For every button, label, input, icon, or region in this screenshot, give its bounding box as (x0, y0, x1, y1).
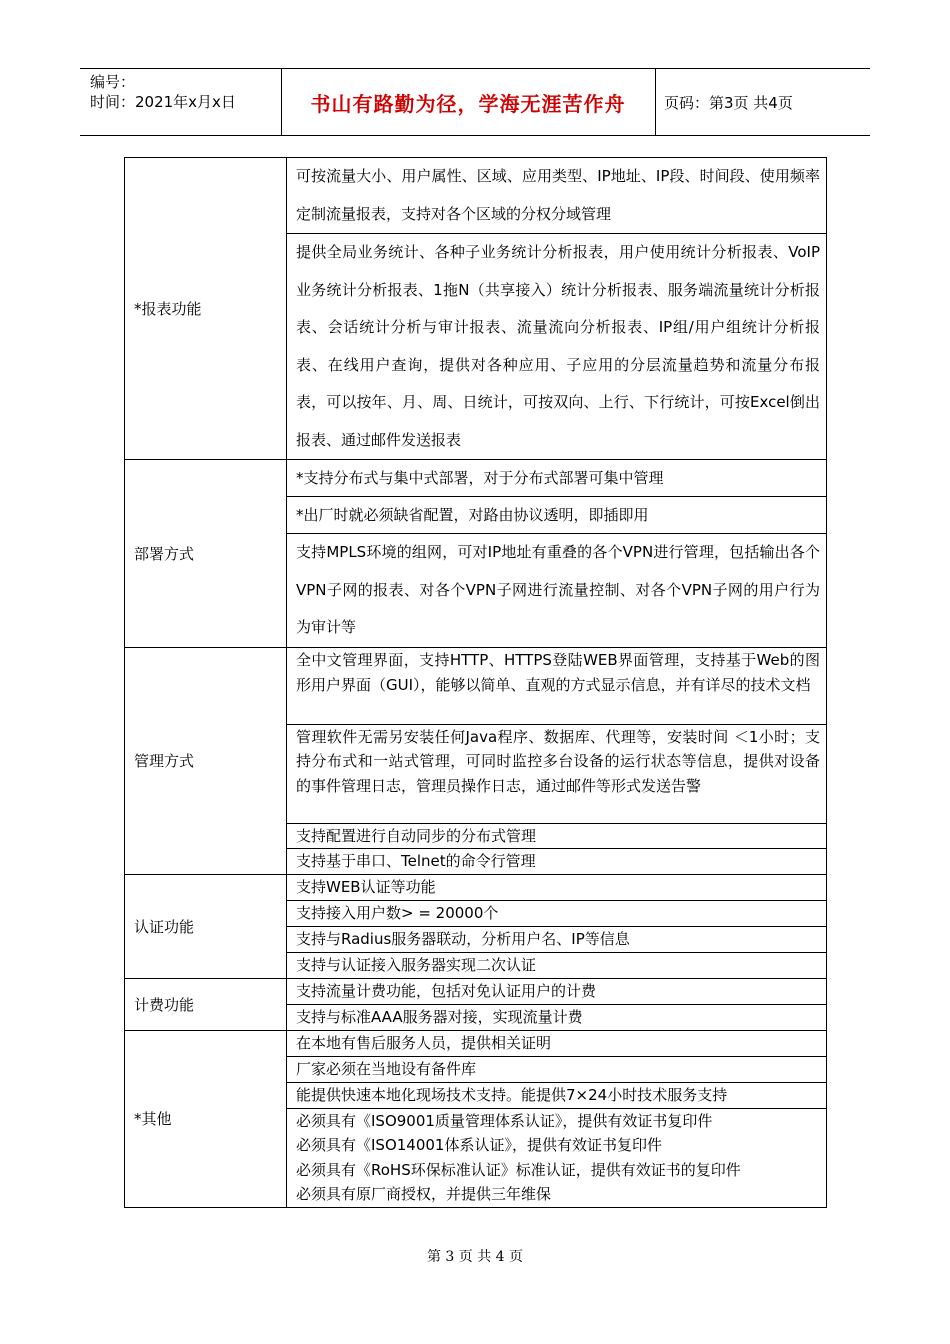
cert-line: 必须具有原厂商授权，并提供三年维保 (296, 1185, 552, 1203)
header-divider (655, 69, 656, 135)
spec-item: 支持WEB认证等功能 (287, 874, 827, 900)
page-footer: 第 3 页 共 4 页 (426, 1249, 524, 1265)
spec-item: 管理软件无需另安装任何Java程序、数据库、代理等，安装时间 ＜1小时；支持分布式和一站式管理，可同时监控多台设备的运行状态等信息，提供对设备的事件管理日志，管理员操作日志，通过邮件等形式发送告警 (287, 724, 827, 823)
spec-item: 支持与标准AAA服务器对接，实现流量计费 (287, 1004, 827, 1030)
header-motto: 书山有路勤为径，学海无涯苦作舟 (310, 91, 626, 116)
document-number-label: 编号： (90, 73, 136, 91)
category-report: *报表功能 (125, 158, 287, 460)
document-date: 时间：2021年x月x日 (90, 93, 236, 111)
spec-item: 支持基于串口、Telnet的命令行管理 (287, 849, 827, 875)
spec-item: 厂家必须在当地设有备件库 (287, 1056, 827, 1082)
cert-line: 必须具有《ISO14001体系认证》，提供有效证书复印件 (296, 1136, 662, 1154)
category-other: *其他 (125, 1030, 287, 1207)
category-manage: 管理方式 (125, 647, 287, 874)
spec-item: 支持与认证接入服务器实现二次认证 (287, 952, 827, 978)
table-row (125, 460, 827, 497)
spec-item: *出厂时就必须缺省配置，对路由协议透明，即插即用 (287, 497, 827, 534)
table-row (125, 874, 827, 900)
cert-line: 必须具有《ISO9001质量管理体系认证》，提供有效证书复印件 (296, 1111, 713, 1130)
header-meta (90, 72, 236, 112)
spec-item: 支持接入用户数> = 20000个 (287, 900, 827, 926)
spec-item: 支持配置进行自动同步的分布式管理 (287, 823, 827, 849)
spec-item: 提供全局业务统计、各种子业务统计分析报表，用户使用统计分析报表、VoIP业务统计分析报表、1拖N（共享接入）统计分析报表、服务端流量统计分析报表、会话统计分析与审计报表、流量流向分析报表、IP组/用户组统计分析报表、在线用户查询，提供对各种应用、子应用的分层流量趋势和流量分布报表，可以按年、月、周、日统计，可按双向、上行、下行统计，可按Excel倒出报表、通过邮件发送报表 (287, 234, 827, 460)
spec-item: *支持分布式与集中式部署，对于分布式部署可集中管理 (287, 460, 827, 497)
category-billing: 计费功能 (125, 978, 287, 1030)
spec-item: 支持流量计费功能，包括对免认证用户的计费 (287, 978, 827, 1004)
category-deploy: 部署方式 (125, 460, 287, 648)
page-header (80, 68, 870, 136)
spec-item: 全中文管理界面，支持HTTP、HTTPS登陆WEB界面管理，支持基于Web的图形用户界面（GUI），能够以简单、直观的方式显示信息，并有详尽的技术文档 (287, 647, 827, 724)
table-row (125, 978, 827, 1004)
category-auth: 认证功能 (125, 874, 287, 978)
table-row (125, 647, 827, 724)
spec-item: 支持与Radius服务器联动，分析用户名、IP等信息 (287, 926, 827, 952)
spec-item: 能提供快速本地化现场技术支持。能提供7×24小时技术服务支持 (287, 1082, 827, 1108)
spec-item: 在本地有售后服务人员，提供相关证明 (287, 1030, 827, 1056)
table-row (125, 158, 827, 234)
spec-item: 可按流量大小、用户属性、区域、应用类型、IP地址、IP段、时间段、使用频率定制流量报表，支持对各个区域的分权分域管理 (287, 158, 827, 234)
spec-item-certifications (287, 1108, 827, 1207)
table-row (125, 1030, 827, 1056)
header-page-info: 页码：第3页 共4页 (664, 93, 793, 112)
cert-line: 必须具有《RoHS环保标准认证》标准认证，提供有效证书的复印件 (296, 1160, 741, 1179)
spec-item: 支持MPLS环境的组网，可对IP地址有重叠的各个VPN进行管理，包括输出各个VPN子网的报表、对各个VPN子网进行流量控制、对各个VPN子网的用户行为为审计等 (287, 534, 827, 648)
spec-table (124, 157, 827, 1208)
